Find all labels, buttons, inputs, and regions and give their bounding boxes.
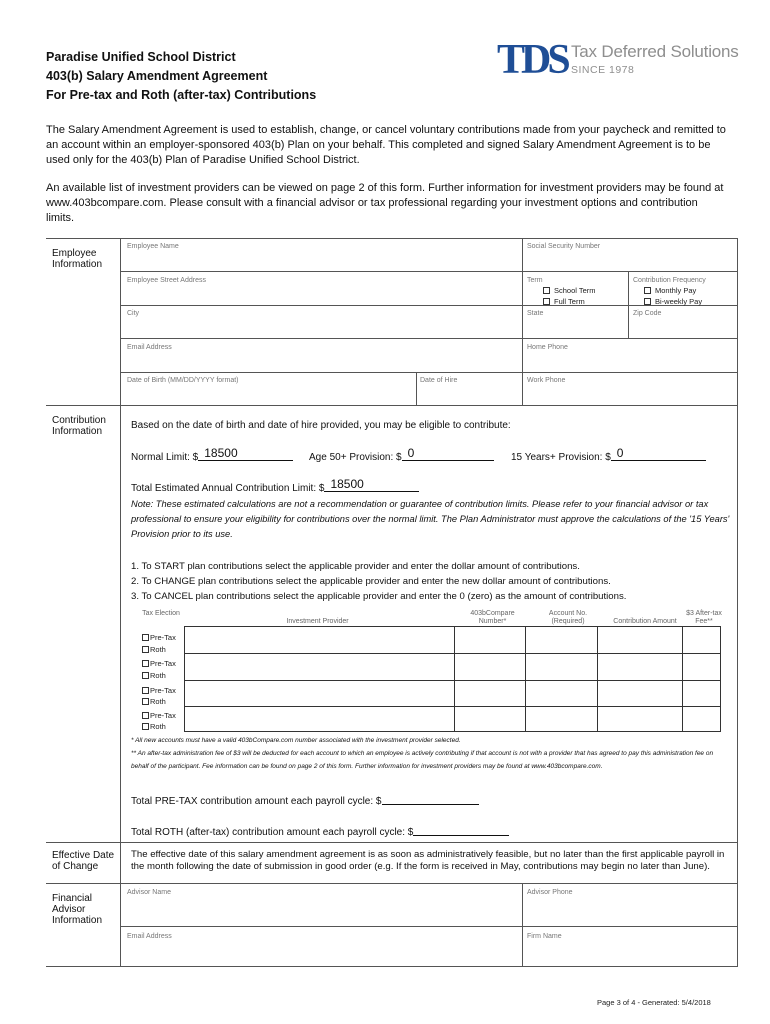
tds-logo: [497, 37, 742, 83]
form-frame-left: [120, 238, 121, 966]
email-field[interactable]: Email Address: [127, 344, 172, 351]
checkbox-icon[interactable]: [142, 723, 149, 730]
age50-label: Age 50+ Provision: $: [309, 452, 402, 463]
years15-value: 0: [616, 446, 624, 460]
term-label: Term: [527, 277, 543, 284]
term-option-full[interactable]: Full Term: [543, 297, 585, 306]
work-phone-field[interactable]: Work Phone: [527, 377, 566, 384]
col-divider: [522, 883, 523, 966]
section-separator: [46, 842, 120, 843]
street-address-field[interactable]: Employee Street Address: [127, 277, 206, 284]
page-footer: Page 3 of 4 - Generated: 5/4/2018: [597, 998, 711, 1007]
section-separator: [46, 405, 120, 406]
account-number-header: Account No. (Required): [548, 610, 588, 625]
logo-company-name: Tax Deferred Solutions: [571, 42, 739, 61]
col-divider: [416, 372, 417, 405]
effective-date-text: The effective date of this salary amendment agreement is as soon as administratively feasible, but no later than the first applicable payroll in the month following the date of submission in good order (e.g. If the form is received in May, contributions may begin no later than June).: [131, 849, 725, 872]
normal-limit-field[interactable]: [198, 446, 293, 461]
city-field[interactable]: City: [127, 310, 140, 317]
hire-date-field[interactable]: Date of Hire: [420, 377, 458, 384]
contribution-amount-header: Contribution Amount: [613, 618, 677, 625]
ssn-field[interactable]: Social Security Number: [527, 243, 601, 250]
total-limit-value: 18500: [330, 477, 364, 491]
section-separator: [46, 883, 120, 884]
row-divider: [120, 338, 738, 339]
zip-field[interactable]: Zip Code: [633, 310, 662, 317]
checkbox-icon[interactable]: [644, 298, 651, 305]
frequency-label: Contribution Frequency: [633, 277, 706, 284]
col-divider: [522, 238, 523, 405]
row-divider: [185, 706, 720, 707]
investment-provider-header: Investment Provider: [286, 618, 349, 625]
home-phone-field[interactable]: Home Phone: [527, 344, 568, 351]
frequency-option-biweekly[interactable]: Bi-weekly Pay: [644, 297, 702, 306]
age50-value: 0: [407, 446, 415, 460]
normal-limit-value: 18500: [204, 446, 238, 460]
total-roth-label: Total ROTH (after-tax) contribution amount each payroll cycle: $: [131, 827, 414, 838]
footnote-compare: * All new accounts must have a valid 403bCompare.com number associated with the investment provider selected.: [131, 737, 461, 744]
checkbox-icon[interactable]: [142, 634, 149, 641]
total-pretax-field[interactable]: [382, 795, 479, 805]
row2-roth-option[interactable]: Roth: [142, 671, 166, 680]
row-divider: [120, 926, 738, 927]
form-subtitle: For Pre-tax and Roth (after-tax) Contributions: [46, 88, 317, 102]
total-pretax-label: Total PRE-TAX contribution amount each payroll cycle: $: [131, 796, 382, 807]
dob-field[interactable]: Date of Birth (MM/DD/YYYY format): [127, 377, 239, 384]
total-limit-field[interactable]: [324, 477, 419, 492]
advisor-email-field[interactable]: Email Address: [127, 933, 172, 940]
age50-field[interactable]: [402, 446, 494, 461]
row-divider: [120, 372, 738, 373]
row2-pretax-option[interactable]: Pre-Tax: [142, 659, 176, 668]
checkbox-icon[interactable]: [142, 698, 149, 705]
age50-row: [309, 446, 494, 463]
employee-name-field[interactable]: Employee Name: [127, 243, 179, 250]
step-1: 1. To START plan contributions select the applicable provider and enter the dollar amount of contributions.: [131, 561, 580, 572]
checkbox-icon[interactable]: [543, 298, 550, 305]
district-title: Paradise Unified School District: [46, 50, 236, 64]
years15-field[interactable]: [611, 446, 706, 461]
section-separator: [46, 966, 120, 967]
advisor-phone-field[interactable]: Advisor Phone: [527, 889, 573, 896]
checkbox-icon[interactable]: [142, 712, 149, 719]
effective-section-label: Effective Date of Change: [52, 850, 115, 872]
step-3: 3. To CANCEL plan contributions select the applicable provider and enter the 0 (zero) as the amount of contributions.: [131, 591, 627, 602]
row-divider: [185, 653, 720, 654]
term-option-school[interactable]: School Term: [543, 286, 596, 295]
form-frame-right: [737, 238, 738, 966]
frequency-option-monthly[interactable]: Monthly Pay: [644, 286, 696, 295]
col-divider: [597, 627, 598, 731]
logo-mark: TDS: [497, 37, 567, 83]
row-divider: [185, 680, 720, 681]
state-field[interactable]: State: [527, 310, 544, 317]
years15-row: [511, 446, 706, 463]
advisor-section-label: Financial Advisor Information: [52, 893, 103, 926]
row-divider: [120, 842, 738, 843]
col-divider: [628, 271, 629, 338]
total-pretax-row: [131, 795, 479, 807]
checkbox-icon[interactable]: [142, 687, 149, 694]
years15-label: 15 Years+ Provision: $: [511, 452, 611, 463]
row-divider: [120, 405, 738, 406]
checkbox-icon[interactable]: [543, 287, 550, 294]
checkbox-icon[interactable]: [644, 287, 651, 294]
row-divider: [120, 883, 738, 884]
row-divider: [120, 271, 738, 272]
footnote-fee: ** An after-tax administration fee of $3 will be deducted for each account to which an employee is actively contributing if that account is not with a provider that has agreed to pay this administration fee on behalf of the participant. Fee information can be found on page 2 of this form. Further information for investment providers may be found at www.403bcompare.com.: [131, 750, 714, 770]
checkbox-icon[interactable]: [142, 646, 149, 653]
total-limit-label: Total Estimated Annual Contribution Limit: $: [131, 483, 325, 494]
col-divider: [525, 627, 526, 731]
checkbox-icon[interactable]: [142, 672, 149, 679]
contribution-section-label: Contribution Information: [52, 415, 106, 437]
total-roth-row: [131, 826, 509, 838]
checkbox-icon[interactable]: [142, 660, 149, 667]
col-divider: [454, 627, 455, 731]
normal-limit-row: [131, 446, 293, 463]
form-title: 403(b) Salary Amendment Agreement: [46, 69, 268, 83]
section-separator: [46, 238, 120, 239]
employee-section-label: Employee Information: [52, 248, 103, 270]
row4-pretax-option[interactable]: Pre-Tax: [142, 711, 176, 720]
intro-paragraph-1: The Salary Amendment Agreement is used to establish, change, or cancel voluntary contributions made from your paycheck and remitted to an account within an employer-sponsored 403(b) Plan on your behalf. This completed and signed Salary Amendment Agreement is to be used only for the 403(b) Plan of Paradise Unified School District.: [46, 124, 726, 166]
provider-table: [184, 626, 721, 732]
row3-pretax-option[interactable]: Pre-Tax: [142, 686, 176, 695]
total-limit-row: [131, 477, 419, 494]
normal-limit-label: Normal Limit: $: [131, 452, 199, 463]
intro-paragraph-2: An available list of investment providers can be viewed on page 2 of this form. Further information for investment providers may be found at www.403bcompare.com. Please consult with a financial advisor or tax professional regarding your investment options and contribution limits.: [46, 182, 724, 224]
form-frame-bottom: [120, 966, 738, 967]
compare-number-header: 403bCompare Number*: [470, 610, 515, 625]
logo-since: SINCE 1978: [571, 64, 635, 76]
tax-election-header: Tax Election: [142, 610, 180, 617]
step-2: 2. To CHANGE plan contributions select the applicable provider and enter the new dollar amount of contributions.: [131, 576, 611, 587]
row1-roth-option[interactable]: Roth: [142, 645, 166, 654]
advisor-name-field[interactable]: Advisor Name: [127, 889, 171, 896]
limits-note: Note: These estimated calculations are not a recommendation or guarantee of contribution limits. Please refer to your financial advisor or tax professional to ensure your eligibility for contributions over the normal limit. The Plan Administrator must approve the calculations of the '15 Years' Provision prior to its use.: [131, 499, 730, 539]
after-tax-fee-header: $3 After-tax Fee**: [686, 610, 722, 625]
form-frame-top: [120, 238, 738, 239]
row4-roth-option[interactable]: Roth: [142, 722, 166, 731]
row1-pretax-option[interactable]: Pre-Tax: [142, 633, 176, 642]
col-divider: [682, 627, 683, 731]
row3-roth-option[interactable]: Roth: [142, 697, 166, 706]
firm-name-field[interactable]: Firm Name: [527, 933, 562, 940]
eligibility-intro: Based on the date of birth and date of hire provided, you may be eligible to contribute:: [131, 420, 511, 431]
total-roth-field[interactable]: [413, 826, 509, 836]
